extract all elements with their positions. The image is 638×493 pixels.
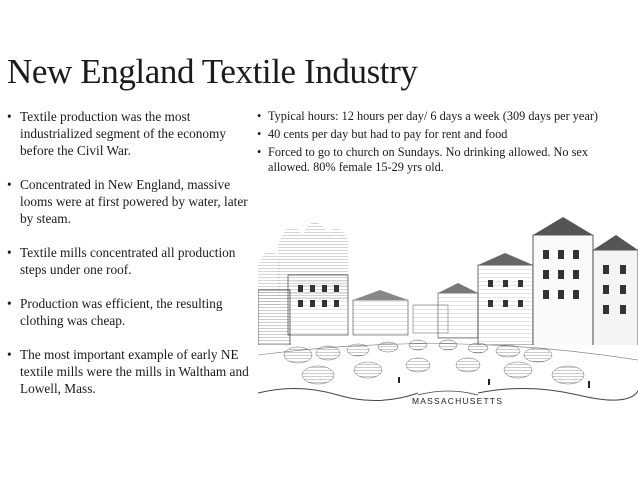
right-bullet: • Typical hours: 12 hours per day/ 6 days a week (309 days per year): [257, 109, 627, 124]
right-bullet: • Forced to go to church on Sundays. No drinking allowed. No sex allowed. 80% female 15-29 yrs old.: [257, 145, 627, 175]
textile-mill-engraving: [258, 205, 638, 410]
right-bullet: • 40 cents per day but had to pay for rent and food: [257, 127, 627, 142]
left-bullet: • Textile production was the most industrialized segment of the economy before the Civil War.: [7, 108, 250, 159]
left-bullet: • Textile mills concentrated all production steps under one roof.: [7, 244, 250, 278]
left-bullet-list: [7, 108, 250, 414]
left-bullet: • The most important example of early NE textile mills were the mills in Waltham and Lowell, Mass.: [7, 346, 250, 397]
left-bullet: • Concentrated in New England, massive looms were at first powered by water, later by steam.: [7, 176, 250, 227]
right-bullet-list: [257, 109, 627, 178]
engraving-caption: MASSACHUSETTS: [412, 396, 504, 406]
slide-title: New England Textile Industry: [7, 52, 418, 91]
left-bullet: • Production was efficient, the resulting clothing was cheap.: [7, 295, 250, 329]
